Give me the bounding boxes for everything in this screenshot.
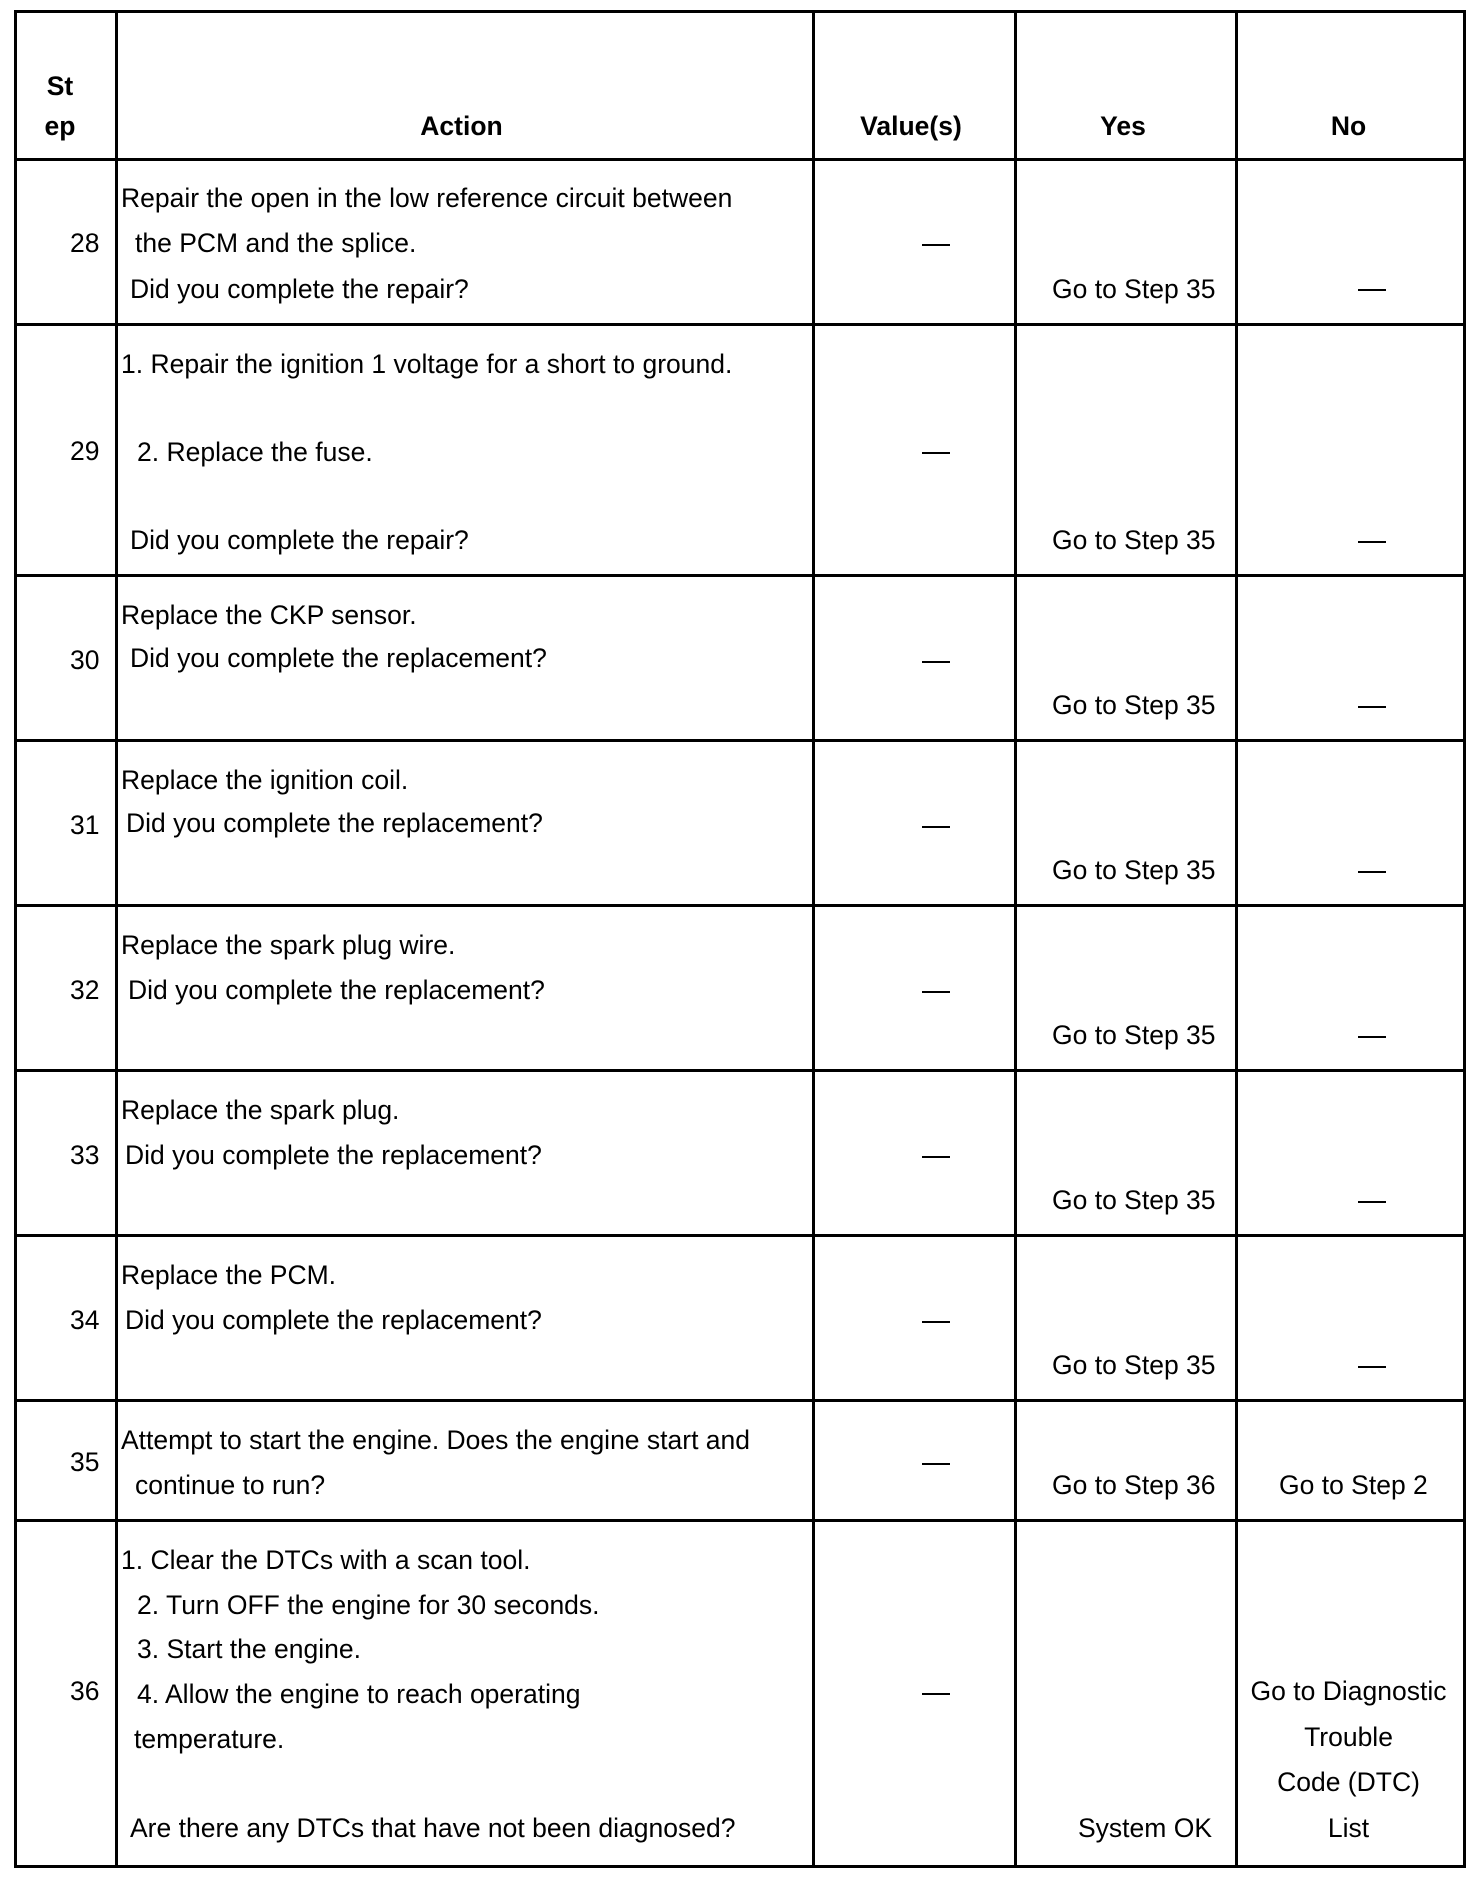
- step-number: 35: [70, 1447, 100, 1477]
- no-result-line: Go to Diagnostic: [1250, 1676, 1447, 1706]
- action-line: continue to run?: [135, 1470, 326, 1500]
- action-line: 2. Replace the fuse.: [137, 437, 373, 467]
- header-step-line1: St: [46, 71, 74, 101]
- col-divider: [812, 13, 815, 1865]
- row-divider: [17, 1399, 1463, 1402]
- action-line: Replace the spark plug wire.: [121, 930, 456, 960]
- action-line: Are there any DTCs that have not been diagnosed?: [130, 1813, 736, 1843]
- col-divider: [1014, 13, 1017, 1865]
- value-dash: [922, 1693, 950, 1695]
- action-line: Replace the CKP sensor.: [121, 600, 417, 630]
- action-line: Did you complete the replacement?: [125, 1305, 542, 1335]
- yes-result: Go to Step 35: [1052, 690, 1216, 720]
- value-dash: [922, 661, 950, 663]
- no-dash: [1358, 1366, 1386, 1368]
- yes-result: Go to Step 35: [1052, 525, 1216, 555]
- header-step-line2: ep: [44, 111, 76, 141]
- row-divider: [17, 1234, 1463, 1237]
- action-line: 1. Repair the ignition 1 voltage for a short to ground.: [121, 349, 733, 379]
- row-divider: [17, 904, 1463, 907]
- step-number: 36: [70, 1676, 100, 1706]
- col-divider: [1235, 13, 1238, 1865]
- step-number: 33: [70, 1140, 100, 1170]
- action-line: Replace the PCM.: [121, 1260, 337, 1290]
- step-number: 32: [70, 975, 100, 1005]
- col-divider: [115, 13, 118, 1865]
- action-line: 2. Turn OFF the engine for 30 seconds.: [137, 1590, 600, 1620]
- row-divider: [17, 1519, 1463, 1522]
- action-line: 4. Allow the engine to reach operating: [137, 1679, 581, 1709]
- action-line: Repair the open in the low reference circuit between: [121, 183, 733, 213]
- action-line: Did you complete the repair?: [130, 525, 469, 555]
- no-dash: [1358, 1201, 1386, 1203]
- no-result: Go to Step 2: [1279, 1470, 1428, 1500]
- no-dash: [1358, 871, 1386, 873]
- step-number: 29: [70, 436, 100, 466]
- action-line: Did you complete the replacement?: [125, 1140, 542, 1170]
- yes-result: System OK: [1078, 1813, 1213, 1843]
- action-line: temperature.: [134, 1724, 285, 1754]
- value-dash: [922, 244, 950, 246]
- row-divider: [17, 739, 1463, 742]
- value-dash: [922, 452, 950, 454]
- action-line: Attempt to start the engine. Does the engine start and: [121, 1425, 751, 1455]
- row-divider: [17, 323, 1463, 326]
- header-action: Action: [420, 111, 503, 141]
- step-number: 30: [70, 645, 100, 675]
- step-number: 28: [70, 228, 100, 258]
- no-dash: [1358, 706, 1386, 708]
- action-line: Replace the ignition coil.: [121, 765, 409, 795]
- no-result-line: Code (DTC): [1277, 1767, 1420, 1797]
- value-dash: [922, 1156, 950, 1158]
- value-dash: [922, 1463, 950, 1465]
- action-line: the PCM and the splice.: [135, 228, 417, 258]
- action-line: Did you complete the repair?: [130, 274, 469, 304]
- yes-result: Go to Step 35: [1052, 1020, 1216, 1050]
- action-line: Did you complete the replacement?: [130, 643, 547, 673]
- no-result-line: Trouble: [1304, 1722, 1393, 1752]
- header-yes: Yes: [1100, 111, 1146, 141]
- step-number: 31: [70, 810, 100, 840]
- value-dash: [922, 991, 950, 993]
- yes-result: Go to Step 35: [1052, 1185, 1216, 1215]
- value-dash: [922, 826, 950, 828]
- row-divider: [17, 158, 1463, 161]
- value-dash: [922, 1321, 950, 1323]
- action-line: Replace the spark plug.: [121, 1095, 400, 1125]
- no-dash: [1358, 289, 1386, 291]
- action-line: Did you complete the replacement?: [128, 975, 545, 1005]
- yes-result: Go to Step 35: [1052, 1350, 1216, 1380]
- no-result-line: List: [1327, 1813, 1370, 1843]
- row-divider: [17, 1069, 1463, 1072]
- row-divider: [17, 574, 1463, 577]
- no-dash: [1358, 541, 1386, 543]
- action-line: Did you complete the replacement?: [126, 808, 543, 838]
- no-dash: [1358, 1036, 1386, 1038]
- yes-result: Go to Step 35: [1052, 855, 1216, 885]
- step-number: 34: [70, 1305, 100, 1335]
- action-line: 3. Start the engine.: [137, 1634, 361, 1664]
- header-no: No: [1330, 111, 1367, 141]
- yes-result: Go to Step 35: [1052, 274, 1216, 304]
- action-line: 1. Clear the DTCs with a scan tool.: [121, 1545, 531, 1575]
- yes-result: Go to Step 36: [1052, 1470, 1216, 1500]
- header-values: Value(s): [860, 111, 962, 141]
